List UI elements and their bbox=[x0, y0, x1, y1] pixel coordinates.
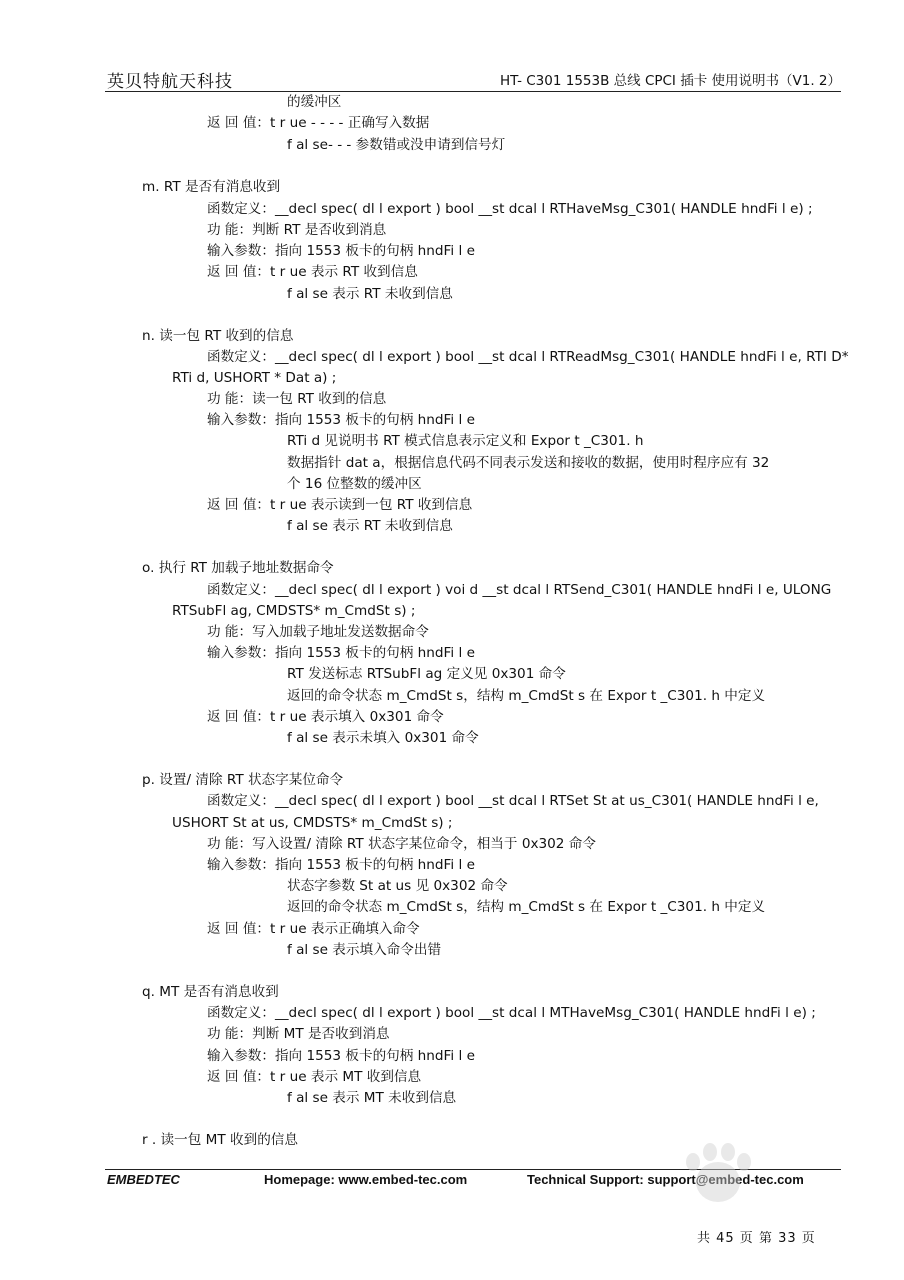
section-heading: m. RT 是否有消息收到 bbox=[142, 179, 281, 195]
text-line: 返回的命令状态 m_CmdSt s，结构 m_CmdSt s 在 Expor t _C301. h 中定义 bbox=[287, 688, 766, 704]
text-line: RT 发送标志 RTSubFl ag 定义见 0x301 命令 bbox=[287, 666, 566, 682]
text-line: 返 回 值：t r ue 表示 RT 收到信息 bbox=[207, 264, 418, 280]
text-line: 功 能：写入加载子地址发送数据命令 bbox=[207, 624, 429, 640]
footer-support: Technical Support: support@embed-tec.com bbox=[527, 1172, 804, 1187]
text-line: 功 能：判断 MT 是否收到消息 bbox=[207, 1026, 390, 1042]
text-line: 个 16 位整数的缓冲区 bbox=[287, 476, 422, 492]
text-line: RTi d, USHORT * Dat a) ; bbox=[172, 370, 337, 386]
text-line: 的缓冲区 bbox=[287, 94, 342, 110]
text-line: 数据指针 dat a，根据信息代码不同表示发送和接收的数据，使用时程序应有 32 bbox=[287, 455, 770, 471]
footer-homepage: Homepage: www.embed-tec.com bbox=[264, 1172, 468, 1187]
company-name: 英贝特航天科技 bbox=[107, 72, 233, 92]
text-line: 返 回 值：t r ue 表示填入 0x301 命令 bbox=[207, 709, 444, 725]
section-heading: o. 执行 RT 加载子地址数据命令 bbox=[142, 560, 334, 576]
text-line: 输入参数：指向 1553 板卡的句柄 hndFi l e bbox=[207, 645, 475, 661]
text-line: 函数定义：__decl spec( dl l export ) voi d __st dcal l RTSend_C301( HANDLE hndFi l e, ULONG bbox=[207, 582, 832, 598]
text-line: 函数定义：__decl spec( dl l export ) bool __st dcal l RTSet St at us_C301( HANDLE hndFi l e, bbox=[207, 793, 819, 809]
text-line: f al se- - - 参数错或没申请到信号灯 bbox=[287, 137, 506, 153]
text-line: 输入参数：指向 1553 板卡的句柄 hndFi l e bbox=[207, 243, 475, 259]
text-line: 返 回 值：t r ue - - - - 正确写入数据 bbox=[207, 115, 430, 131]
text-line: USHORT St at us, CMDSTS* m_CmdSt s) ; bbox=[172, 815, 453, 831]
text-line: 返 回 值：t r ue 表示正确填入命令 bbox=[207, 921, 420, 937]
text-line: 状态字参数 St at us 见 0x302 命令 bbox=[287, 878, 508, 894]
text-line: 功 能：读一包 RT 收到的信息 bbox=[207, 391, 387, 407]
header-rule bbox=[105, 91, 841, 92]
text-line: 功 能：判断 RT 是否收到消息 bbox=[207, 222, 387, 238]
page-number: 共 45 页 第 33 页 bbox=[697, 1231, 816, 1246]
text-line: 返 回 值：t r ue 表示 MT 收到信息 bbox=[207, 1069, 422, 1085]
text-line: 功 能：写入设置/ 清除 RT 状态字某位命令，相当于 0x302 命令 bbox=[207, 836, 596, 852]
section-heading: p. 设置/ 清除 RT 状态字某位命令 bbox=[142, 772, 344, 788]
text-line: RTSubFl ag, CMDSTS* m_CmdSt s) ; bbox=[172, 603, 416, 619]
text-line: f al se 表示 RT 未收到信息 bbox=[287, 518, 453, 534]
text-line: f al se 表示填入命令出错 bbox=[287, 942, 442, 958]
text-line: f al se 表示未填入 0x301 命令 bbox=[287, 730, 479, 746]
section-heading: q. MT 是否有消息收到 bbox=[142, 984, 279, 1000]
text-line: 输入参数：指向 1553 板卡的句柄 hndFi l e bbox=[207, 857, 475, 873]
text-line: 输入参数：指向 1553 板卡的句柄 hndFi l e bbox=[207, 1048, 475, 1064]
text-line: 函数定义：__decl spec( dl l export ) bool __st dcal l MTHaveMsg_C301( HANDLE hndFi l e) ; bbox=[207, 1005, 816, 1021]
section-heading: n. 读一包 RT 收到的信息 bbox=[142, 328, 294, 344]
document-title: HT- C301 1553B 总线 CPCI 插卡 使用说明书（V1. 2） bbox=[499, 73, 841, 89]
text-line: 函数定义：__decl spec( dl l export ) bool __st dcal l RTHaveMsg_C301( HANDLE hndFi l e) ; bbox=[207, 201, 813, 217]
text-line: 输入参数：指向 1553 板卡的句柄 hndFi l e bbox=[207, 412, 475, 428]
text-line: 返 回 值：t r ue 表示读到一包 RT 收到信息 bbox=[207, 497, 473, 513]
text-line: f al se 表示 RT 未收到信息 bbox=[287, 286, 453, 302]
text-line: f al se 表示 MT 未收到信息 bbox=[287, 1090, 457, 1106]
footer-brand: EMBEDTEC bbox=[107, 1172, 180, 1187]
text-line: RTi d 见说明书 RT 模式信息表示定义和 Expor t _C301. h bbox=[287, 433, 644, 449]
text-line: 函数定义：__decl spec( dl l export ) bool __st dcal l RTReadMsg_C301( HANDLE hndFi l e, RTI D* bbox=[207, 349, 849, 365]
text-line: 返回的命令状态 m_CmdSt s，结构 m_CmdSt s 在 Expor t _C301. h 中定义 bbox=[287, 899, 766, 915]
section-heading: r . 读一包 MT 收到的信息 bbox=[142, 1132, 298, 1148]
